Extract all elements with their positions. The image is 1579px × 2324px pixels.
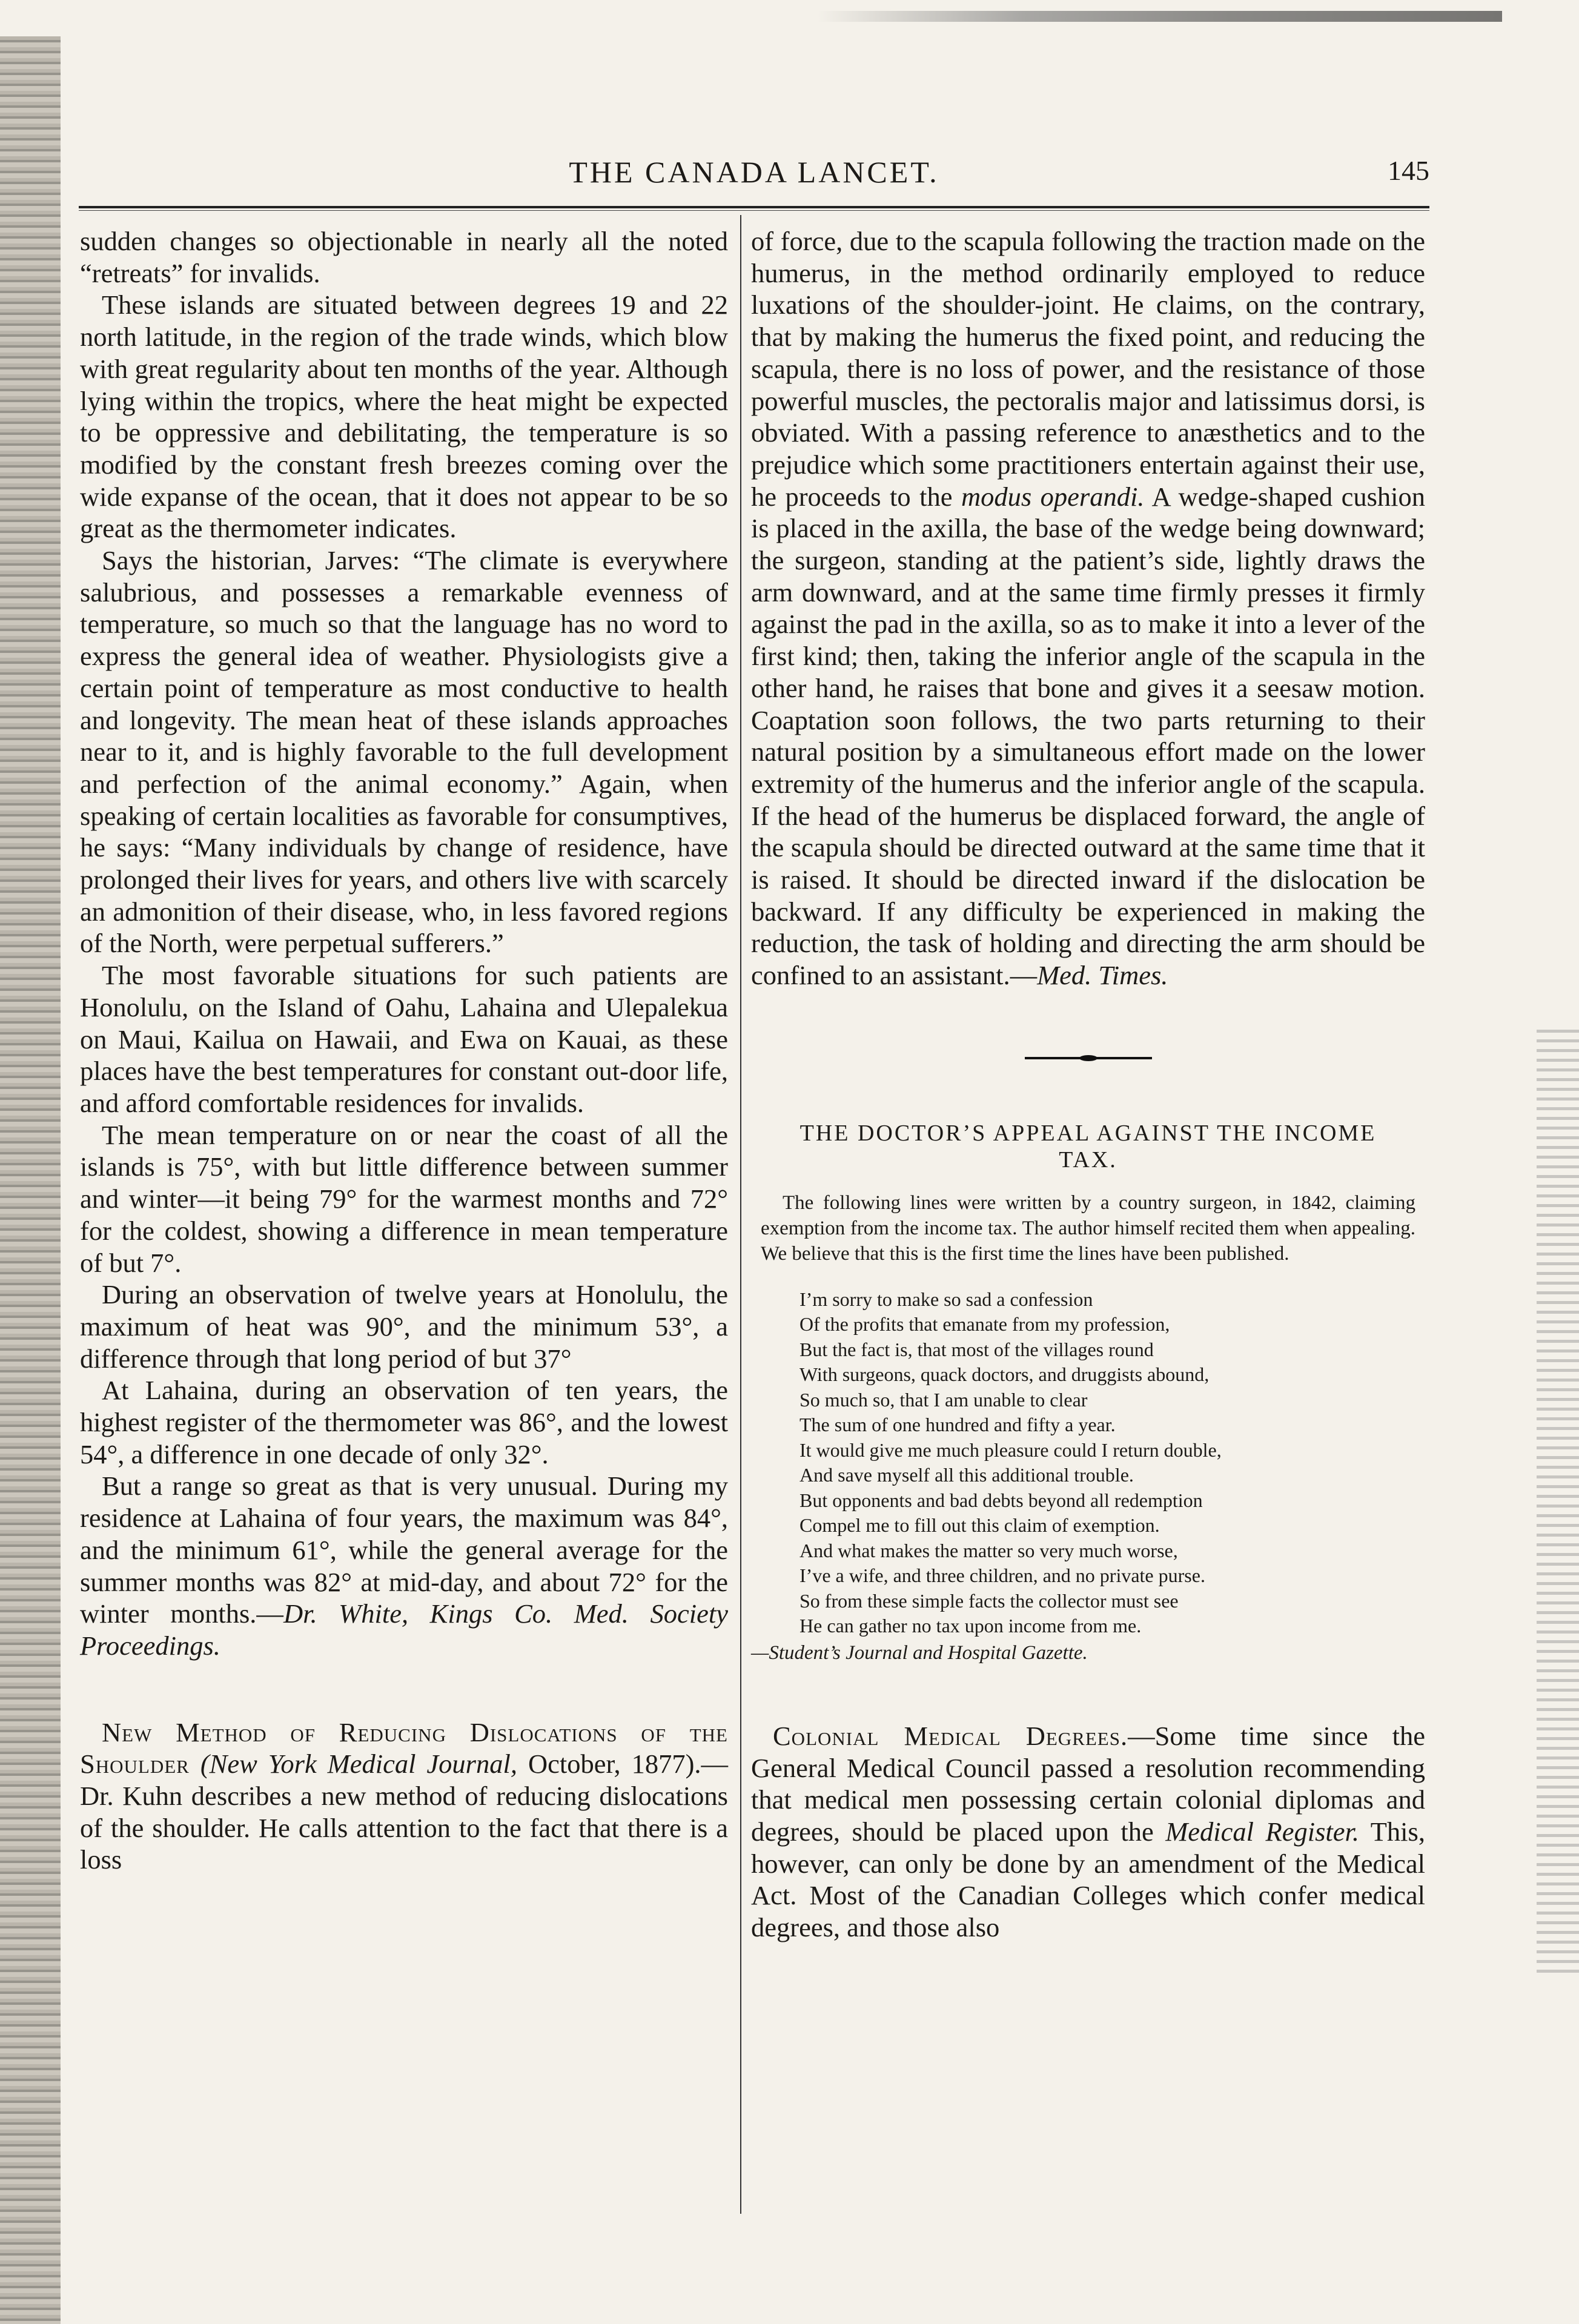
section-gap [80, 1662, 728, 1717]
article-heading: New Method of Reducing Dislocations of the Shoulder [80, 1717, 728, 1779]
citation: (New York Medical Journal, [200, 1749, 517, 1779]
poem-line: The sum of one hundred and fifty a year. [799, 1414, 1116, 1436]
poem-line: So much so, that I am unable to clear [799, 1388, 1088, 1411]
right-column [751, 225, 1425, 1944]
paragraph [80, 1470, 728, 1661]
article-colonial-degrees [751, 1720, 1425, 1944]
paragraph: The most favorable situations for such patients are Honolulu, on the Island of Oahu, Lahaina and Ulepalekua on Maui, Kailua on Hawaii, and Ewa on Kauai, as these places have the best temperatures for constant out-door life, and afford comfortable residences for invalids. [80, 960, 728, 1118]
poem [799, 1287, 1425, 1639]
paragraph: During an observation of twelve years at Honolulu, the maximum of heat was 90°, and the minimum 53°, a difference through that long period of but 37° [80, 1279, 728, 1374]
paragraph: Says the historian, Jarves: “The climate is everywhere salubrious, and possesses a remarkable evenness of temperature, so much so that the language has no word to express the general idea of weather. Physiologists give a certain point of temperature as most conductive to health and longevity. The mean heat of these islands approaches near to it, and is highly favorable to the full development and perfection of the animal economy.” Again, when speaking of certain localities as favorable for consumptives, he says: “Many individuals by change of residence, have prolonged their lives for years, and others live with scarcely an admonition of their disease, who, in less favored regions of the North, were perpetual sufferers.” [80, 545, 728, 959]
scan-margin-noise [1537, 1030, 1579, 1975]
publication-name: Medical Register. [1165, 1816, 1360, 1847]
citation: Dr. White, Kings Co. Med. Society Proceedings. [80, 1598, 728, 1661]
paragraph-text: of force, due to the scapula following the traction made on the humerus, in the method ordinarily employed to reduce luxations of the shoulder-joint. He claims, on the contrary, that by making the humerus the fixed point, and reducing the scapula, there is no loss of power, and the resistance of those powerful muscles, the pectoralis major and latissimus dorsi, is obviated. With a passing reference to anæsthetics and to the prejudice which some practitioners entertain against their use, he proceeds to the [751, 226, 1425, 512]
poem-line: But the fact is, that most of the villages round [799, 1338, 1154, 1360]
paragraph: These islands are situated between degrees 19 and 22 north latitude, in the region of the trade winds, which blow with great regularity about ten months of the year. Although lying within the tropics, where the heat might be expected to be oppressive and debilitating, the temperature is so modified by the constant fresh breezes coming over the wide expanse of the ocean, that it does not appear to be so great as the thermometer indicates. [80, 290, 728, 544]
article-text: —Some time since the General Medical Council passed a resolution recommending that medical men possessing certain colonial diplomas and degrees, should be placed upon the [751, 1720, 1425, 1847]
scan-top-artifact [818, 11, 1502, 22]
paragraph [751, 225, 1425, 992]
poem-line: I’m sorry to make so sad a confession [799, 1288, 1093, 1310]
latin-term: modus operandi. [961, 481, 1145, 512]
article-text: This, however, can only be done by an amendment of the Medical Act. Most of the Canadian Colleges which confer medical degrees, and those also [751, 1816, 1425, 1943]
poem-line: And save myself all this additional trouble. [799, 1464, 1134, 1486]
page-number: 145 [1388, 155, 1429, 186]
citation: Med. Times. [1037, 960, 1168, 991]
left-column [80, 225, 728, 1876]
poem-line: So from these simple facts the collector must see [799, 1589, 1179, 1612]
article-dislocations [80, 1717, 728, 1876]
poem-line: I’ve a wife, and three children, and no private purse. [799, 1564, 1205, 1587]
poem-line: Compel me to fill out this claim of exemption. [799, 1514, 1160, 1537]
poem-intro: The following lines were written by a country surgeon, in 1842, claiming exemption from the income tax. The author himself recited them when appealing. We believe that this is the first time the lines have been published. [761, 1191, 1415, 1265]
poem-line: But opponents and bad debts beyond all redemption [799, 1489, 1203, 1511]
poem-line: And what makes the matter so very much worse, [799, 1539, 1178, 1561]
scan-binding-edge [0, 36, 61, 2324]
article-heading: Colonial Medical Degrees. [773, 1720, 1128, 1751]
journal-title: THE CANADA LANCET. [569, 155, 939, 189]
ornament-divider [1025, 1057, 1152, 1059]
column-divider [740, 215, 741, 2214]
poem-line: Of the profits that emanate from my profession, [799, 1313, 1170, 1336]
poem-line: He can gather no tax upon income from me. [799, 1615, 1142, 1637]
paragraph-text: But a range so great as that is very unusual. During my residence at Lahaina of four years, the maximum was 84°, and the minimum 61°, while the general average for the summer months was 82° at mid-day, and about 72° for the winter months.— [80, 1471, 728, 1629]
poem-line: It would give me much pleasure could I return double, [799, 1438, 1222, 1461]
article-text: October, 1877).—Dr. Kuhn describes a new method of reducing dislocations of the shoulder. He calls attention to the fact that there is a loss [80, 1749, 729, 1875]
header-rule [79, 206, 1429, 211]
poem-title: THE DOCTOR’S APPEAL AGAINST THE INCOME TAX. [799, 1120, 1377, 1173]
paragraph: At Lahaina, during an observation of ten years, the highest register of the thermometer was 86°, and the lowest 54°, a difference in one decade of only 32°. [80, 1375, 728, 1469]
paragraph-text: A wedge-shaped cushion is placed in the axilla, the base of the wedge being downward; the surgeon, standing at the patient’s side, lightly draws the arm downward, and at the same time firmly presses it firmly against the pad in the axilla, so as to make it into a lever of the first kind; then, taking the inferior angle of the scapula in the other hand, he raises that bone and gives it a seesaw motion. Coaptation soon follows, the two parts returning to their natural position by a simultaneous effort made on the lower extremity of the humerus and the inferior angle of the scapula. If the head of the humerus be displaced forward, the angle of the scapula should be directed outward at the same time that it is raised. It should be directed inward if the dislocation be backward. If any difficulty be experienced in making the reduction, the task of holding and directing the arm should be confined to an assistant.— [751, 481, 1426, 991]
page-header [79, 154, 1429, 191]
section-gap [751, 1666, 1425, 1720]
paragraph: The mean temperature on or near the coast of all the islands is 75°, with but little difference between summer and winter—it being 79° for the warmest months and 72° for the coldest, showing a difference in mean temperature of but 7°. [80, 1119, 728, 1278]
paragraph: sudden changes so objectionable in nearly all the noted “retreats” for invalids. [80, 226, 728, 288]
poem-line: With surgeons, quack doctors, and druggists abound, [799, 1363, 1210, 1386]
poem-source: —Student’s Journal and Hospital Gazette. [751, 1641, 1088, 1664]
